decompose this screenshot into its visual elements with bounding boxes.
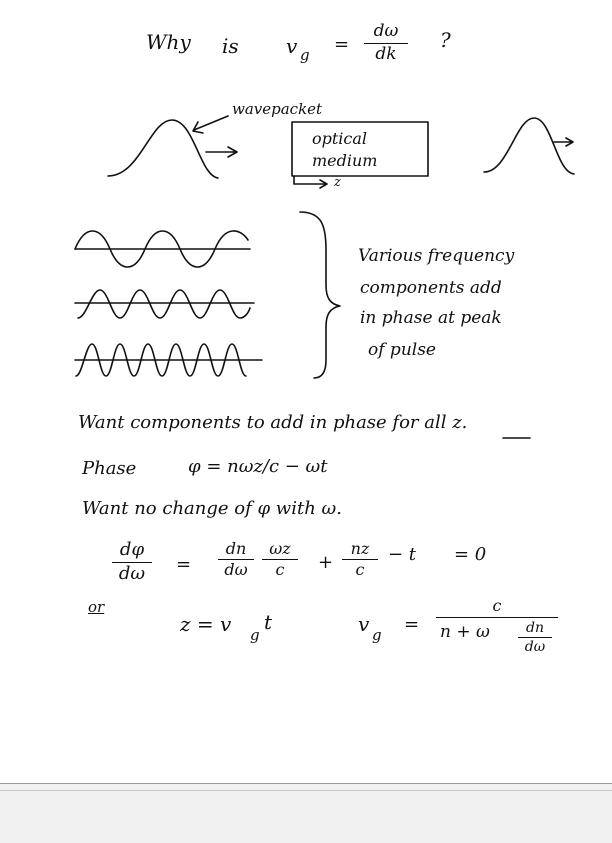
- or-label: or: [88, 598, 105, 616]
- title-why: Why: [146, 30, 191, 54]
- wavepacket-label: wavepacket: [232, 100, 323, 118]
- vg-denominator: [436, 620, 558, 658]
- vg-den-prefix: n + ω: [440, 622, 490, 642]
- scanner-edge: [0, 783, 612, 843]
- vg-sub: g: [372, 626, 382, 644]
- minus-t: − t: [388, 544, 417, 565]
- title-is: is: [222, 34, 239, 58]
- vg-v: v: [358, 612, 370, 636]
- z-equation-sub: g: [250, 626, 260, 644]
- components-line-1: Various frequency: [358, 246, 515, 266]
- z-arrow: [294, 176, 327, 188]
- phase-equation: φ = nωz/c − ωt: [188, 456, 328, 477]
- left-pulse-arrow: [206, 147, 237, 157]
- vg-fraction: [436, 596, 558, 658]
- components-line-4: of pulse: [368, 340, 436, 360]
- z-axis-label: z: [334, 175, 341, 190]
- medium-label: optical medium: [312, 129, 378, 170]
- title-question: ?: [440, 28, 451, 52]
- plus-sign: +: [318, 552, 334, 573]
- title-v-sub: g: [300, 46, 310, 64]
- components-line-2: components add: [360, 278, 502, 298]
- want-components-line: Want components to add in phase for all z.: [78, 412, 468, 433]
- vg-eq-sign: =: [404, 614, 420, 635]
- sine-wave-2: [78, 290, 250, 318]
- dn-dw-fraction: dn dω: [218, 540, 254, 580]
- z-equation-main: z = v: [180, 612, 232, 636]
- title-v: v: [286, 34, 298, 58]
- no-change-line: Want no change of φ with ω.: [82, 498, 342, 519]
- equals-zero: = 0: [454, 544, 487, 565]
- phase-label: Phase: [82, 458, 137, 479]
- dphi-dw-fraction: dφ dω: [112, 540, 152, 584]
- deriv-eq-sign: =: [176, 554, 192, 575]
- right-pulse-arrow: [554, 138, 573, 146]
- nz-c-fraction: nz c: [342, 540, 378, 580]
- z-equation-t: t: [264, 610, 273, 634]
- left-pulse: [108, 120, 218, 178]
- right-pulse: [484, 118, 574, 174]
- wavepacket-arrow: [193, 116, 228, 133]
- title-eq: =: [334, 34, 350, 55]
- title-fraction: dω dk: [364, 22, 408, 64]
- right-brace: [300, 212, 340, 378]
- vg-numerator: c: [492, 596, 502, 615]
- wz-c-fraction: ωz c: [262, 540, 298, 580]
- vg-den-fraction: dn dω: [518, 620, 552, 655]
- components-line-3: in phase at peak: [360, 308, 502, 328]
